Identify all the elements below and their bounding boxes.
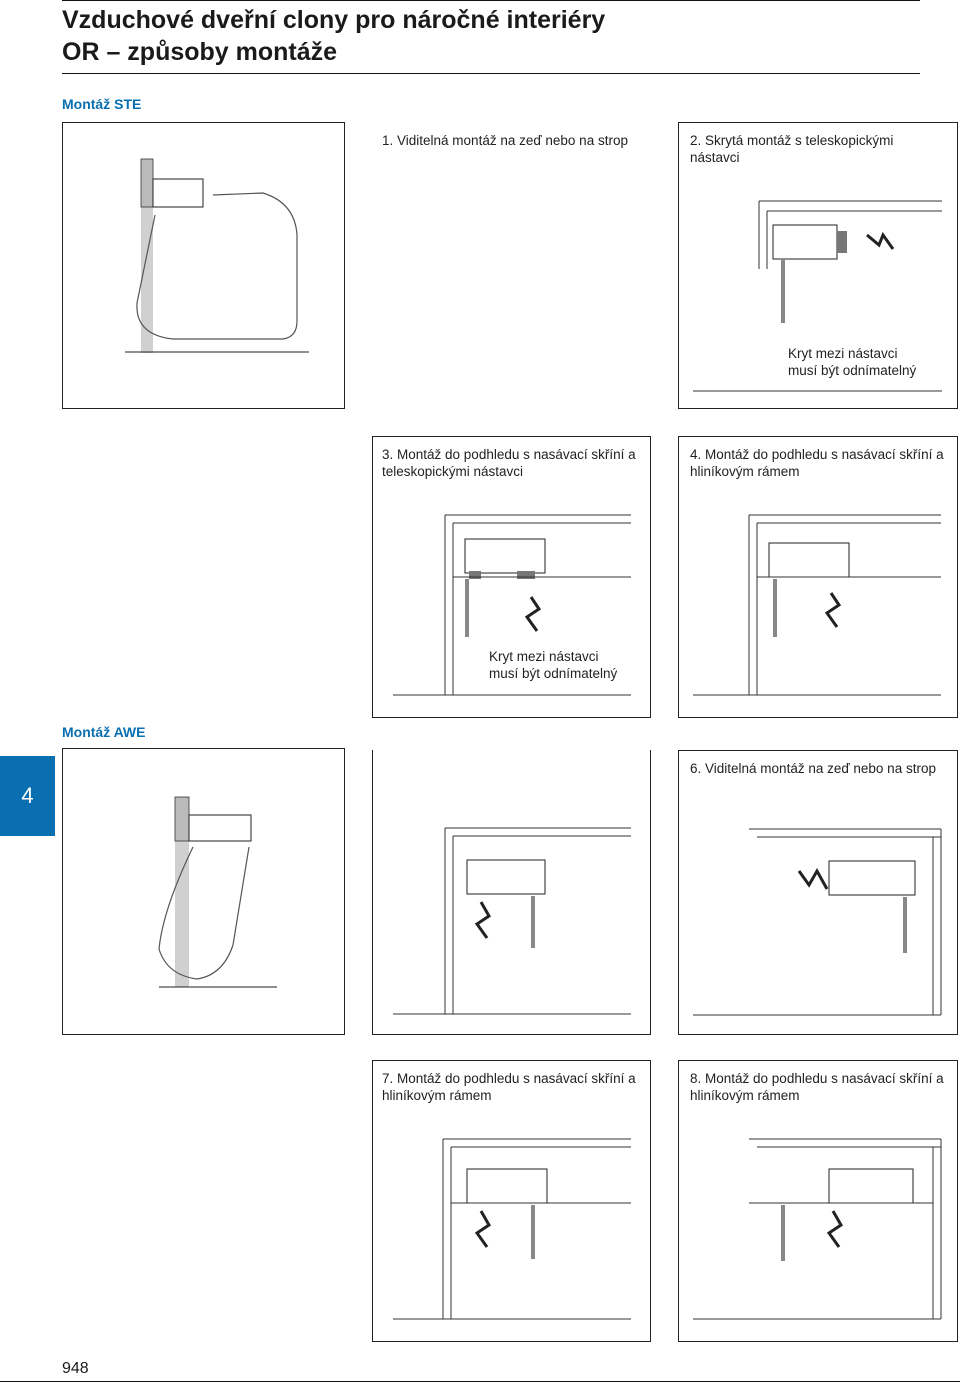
page-title-line1: Vzduchové dveřní clony pro náročné interiéry xyxy=(62,6,606,34)
section-awe-heading: Montáž AWE xyxy=(62,724,146,740)
panel-1-illustration xyxy=(62,122,345,409)
panel-6-room-diagram xyxy=(679,751,959,1036)
page-number: 948 xyxy=(62,1360,89,1377)
top-rule xyxy=(62,0,920,1)
panel-6-caption: 6. Viditelná montáž na zeď nebo na strop xyxy=(690,761,936,776)
panel-3-caption: 3. Montáž do podhledu s nasávací skříní a teleskopickými nástavci xyxy=(382,447,636,479)
panel-2-note-line1: Kryt mezi nástavci xyxy=(788,346,898,361)
airflow-awe-diagram xyxy=(63,749,346,1036)
panel-4-caption: 4. Montáž do podhledu s nasávací skříní a hliníkovým rámem xyxy=(690,447,944,479)
airflow-wall-diagram xyxy=(63,123,346,410)
panel-3-note-line1: Kryt mezi nástavci xyxy=(489,649,599,664)
panel-8-caption: 8. Montáž do podhledu s nasávací skříní a hliníkovým rámem xyxy=(690,1071,944,1103)
panel-5-room-diagram xyxy=(373,750,652,1035)
panel-5 xyxy=(372,750,651,1035)
panel-2-note-line2: musí být odnímatelný xyxy=(788,363,917,378)
panel-6 xyxy=(678,750,958,1035)
panel-2-caption: 2. Skrytá montáž s teleskopickými nástavci xyxy=(690,133,894,165)
panel-3-note-line2: musí být odnímatelný xyxy=(489,666,618,681)
chapter-tab: 4 xyxy=(0,756,55,836)
title-rule xyxy=(62,73,920,74)
panel-3-note xyxy=(489,648,649,682)
panel-2-note xyxy=(788,345,958,379)
panel-1-caption: 1. Viditelná montáž na zeď nebo na strop xyxy=(382,133,628,148)
page-title-line2: OR – způsoby montáže xyxy=(62,38,338,66)
page-title xyxy=(62,4,605,68)
panel-7-caption: 7. Montáž do podhledu s nasávací skříní a hliníkovým rámem xyxy=(382,1071,636,1103)
section-ste-heading: Montáž STE xyxy=(62,96,142,112)
panel-awe-illustration xyxy=(62,748,345,1035)
